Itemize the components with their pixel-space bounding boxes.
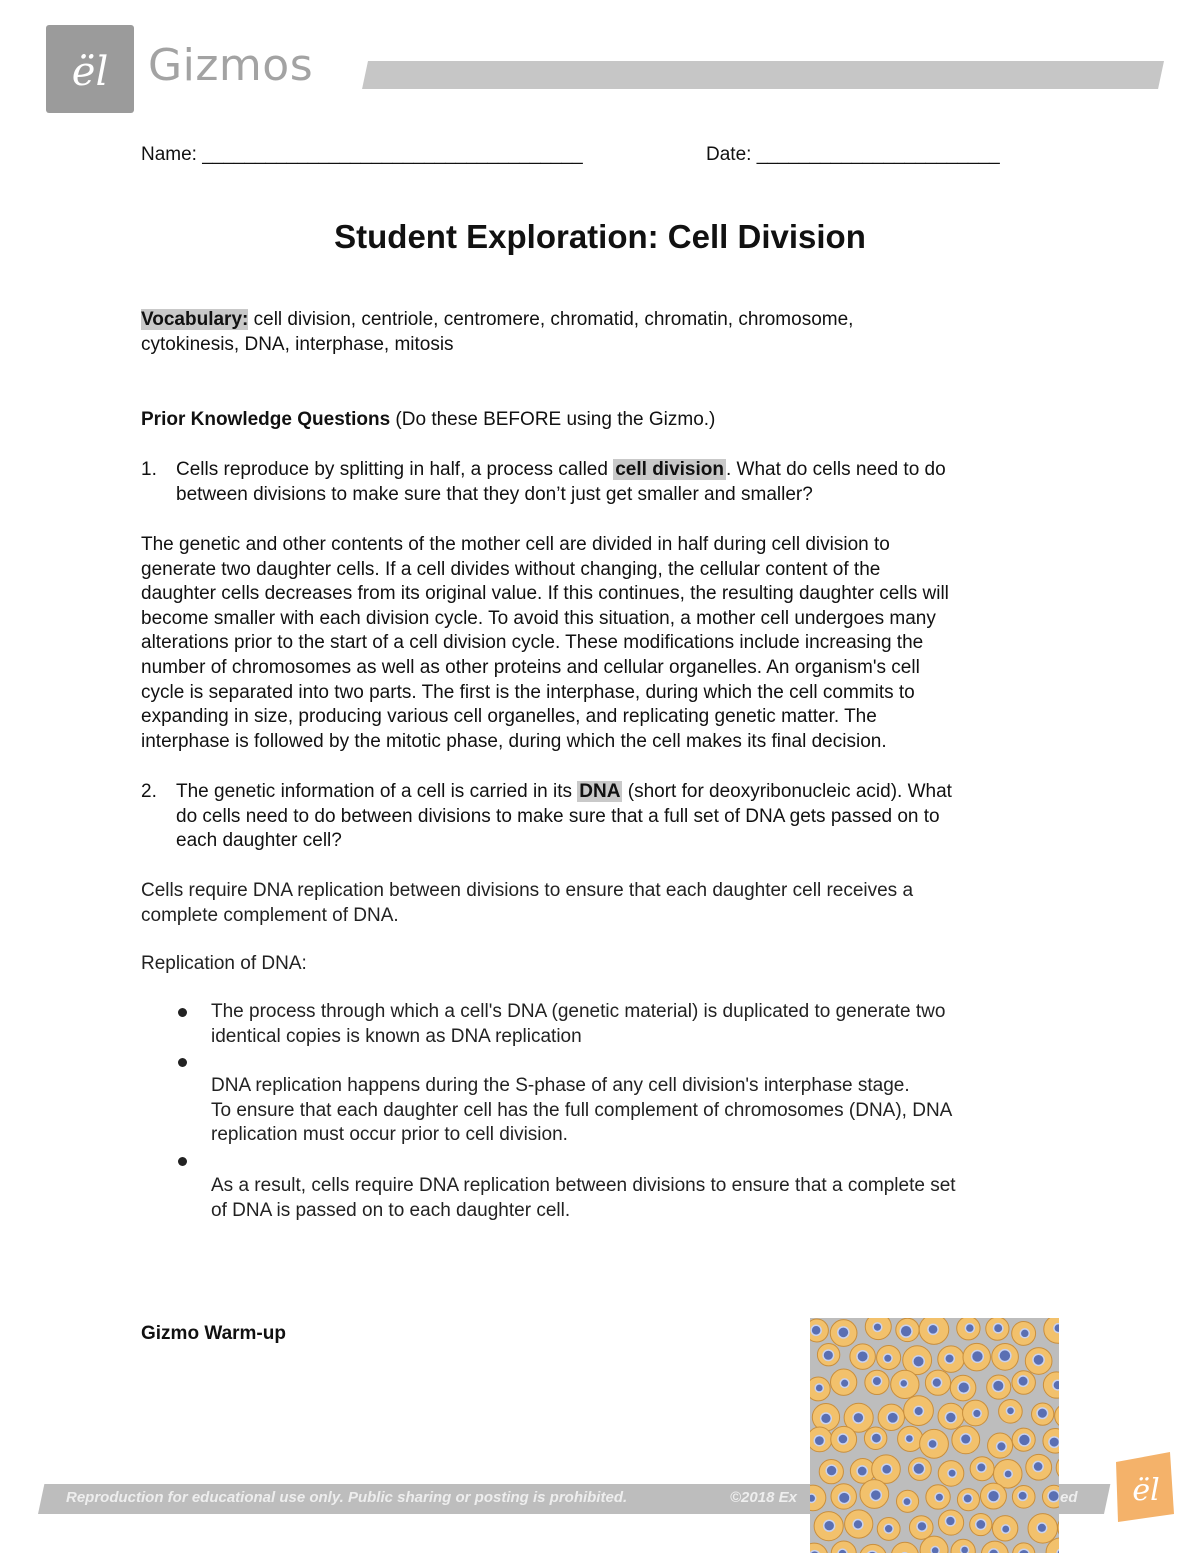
prior-knowledge-note: (Do these BEFORE using the Gizmo.)	[390, 409, 716, 430]
bullet-icon	[178, 1008, 187, 1017]
nucleus-icon	[945, 1412, 956, 1423]
nucleus-icon	[1033, 1354, 1044, 1365]
svg-text:ël: ël	[71, 49, 109, 95]
nucleus-icon	[811, 1325, 821, 1335]
nucleus-icon	[838, 1549, 847, 1553]
answer-2-line: Cells require DNA replication between divisions to ensure that each daughter cell receives a	[141, 880, 914, 901]
nucleus-icon	[958, 1382, 970, 1394]
vocabulary	[141, 308, 1071, 357]
nucleus-icon	[882, 1464, 892, 1474]
explorelearning-logo-icon	[46, 25, 134, 113]
replication-bullet-3	[211, 1174, 1071, 1223]
replication-bullet-1	[211, 1000, 1071, 1049]
cell-icon	[1055, 1404, 1059, 1428]
replication-bullet-2	[211, 1074, 1071, 1148]
nucleus-icon	[840, 1379, 849, 1388]
nucleus-icon	[826, 1465, 837, 1476]
nucleus-icon	[1004, 1470, 1012, 1478]
nucleus-icon	[993, 1323, 1002, 1332]
question-2	[176, 780, 1071, 854]
bullet-line: replication must occur prior to cell division.	[211, 1124, 568, 1146]
nucleus-icon	[1018, 1491, 1027, 1500]
nucleus-icon	[932, 1378, 942, 1388]
nucleus-icon	[823, 1350, 834, 1361]
header-decorative-bar	[362, 61, 1164, 89]
question-2-term: DNA	[579, 781, 621, 802]
bullet-icon	[178, 1058, 187, 1067]
answer-1-line: number of chromosomes as well as other proteins and cellular organelles. An organism's cell	[141, 656, 920, 678]
nucleus-icon	[960, 1434, 971, 1445]
date-blank: _______________________	[756, 144, 1000, 165]
answer-1[interactable]	[141, 533, 1071, 754]
date-field[interactable]	[706, 144, 1000, 166]
nucleus-icon	[871, 1433, 881, 1443]
nucleus-icon	[935, 1493, 944, 1502]
answer-1-line: The genetic and other contents of the mother cell are divided in half during cell division to	[141, 534, 890, 555]
nucleus-icon	[853, 1412, 864, 1423]
cell-icon	[891, 1542, 918, 1553]
answer-1-line: expanding in size, producing various cell organelles, and replicating genetic matter. The	[141, 706, 877, 728]
nucleus-icon	[905, 1434, 913, 1442]
nucleus-icon	[997, 1442, 1007, 1452]
question-1-term: cell division	[615, 459, 724, 480]
answer-2-line: complete complement of DNA.	[141, 904, 399, 926]
question-1-after: . What do cells need to do	[726, 459, 946, 480]
nucleus-icon	[931, 1547, 939, 1553]
nucleus-icon	[814, 1435, 824, 1445]
question-1-line2: between divisions to make sure that they don’t just get smaller and smaller?	[176, 483, 813, 505]
nucleus-icon	[1020, 1329, 1029, 1338]
bullet-line: identical copies is known as DNA replication	[211, 1025, 582, 1047]
nucleus-icon	[884, 1524, 893, 1533]
name-blank: ____________________________________	[202, 144, 583, 165]
prior-knowledge-heading	[141, 408, 1071, 433]
nucleus-icon	[1037, 1523, 1047, 1533]
nucleus-icon	[977, 1463, 986, 1472]
answer-1-line: generate two daughter cells. If a cell divides without changing, the cellular content of the	[141, 558, 881, 580]
nucleus-icon	[873, 1323, 882, 1332]
answer-2[interactable]	[141, 879, 1071, 928]
answer-1-line: cycle is separated into two parts. The first is the interphase, during which the cell commits to	[141, 681, 915, 703]
nucleus-icon	[884, 1354, 893, 1363]
cell-division-image	[810, 1318, 1059, 1553]
nucleus-icon	[1033, 1461, 1043, 1471]
nucleus-icon	[857, 1466, 867, 1476]
nucleus-icon	[1054, 1324, 1059, 1333]
question-2-number: 2.	[141, 781, 157, 802]
name-label: Name:	[141, 144, 197, 165]
nucleus-icon	[1018, 1434, 1030, 1446]
bullet-line: of DNA is passed on to each daughter cell.	[211, 1199, 571, 1221]
nucleus-icon	[917, 1521, 927, 1531]
nucleus-icon	[965, 1324, 974, 1333]
nucleus-icon	[838, 1327, 849, 1338]
page-title: Student Exploration: Cell Division	[334, 218, 866, 255]
nucleus-icon	[815, 1384, 823, 1392]
gizmos-logo	[46, 25, 134, 113]
nucleus-icon	[887, 1412, 898, 1423]
brand-name: Gizmos	[148, 40, 314, 91]
nucleus-icon	[1018, 1376, 1028, 1386]
nucleus-icon	[961, 1546, 969, 1553]
bullet-line: DNA replication happens during the S-phase of any cell division's interphase stage.	[211, 1075, 910, 1096]
nucleus-icon	[973, 1409, 982, 1418]
answer-1-line: daughter cells decreases from its original value. If this continues, the resulting daughter cells will	[141, 583, 949, 605]
nucleus-icon	[914, 1406, 924, 1416]
nucleus-icon	[946, 1516, 956, 1526]
question-2-line3: each daughter cell?	[176, 830, 342, 852]
question-2-line2: do cells need to do between divisions to make sure that a full set of DNA gets passed on to	[176, 805, 940, 827]
bullet-icon	[178, 1157, 187, 1166]
nucleus-icon	[1037, 1408, 1048, 1419]
date-label: Date:	[706, 144, 752, 165]
vocabulary-label: Vocabulary:	[141, 309, 249, 330]
question-2-before: The genetic information of a cell is carried in its	[176, 781, 578, 802]
question-1	[176, 458, 1071, 507]
nucleus-icon	[1053, 1380, 1059, 1390]
question-1-number: 1.	[141, 459, 157, 480]
nucleus-icon	[1019, 1549, 1030, 1553]
answer-1-line: interphase is followed by the mitotic phase, during which the cell makes its final decision.	[141, 730, 887, 752]
answer-1-line: alterations prior to the start of a cell division cycle. These modifications include increasing the	[141, 632, 924, 654]
nucleus-icon	[870, 1490, 881, 1501]
nucleus-icon	[903, 1498, 911, 1506]
nucleus-icon	[928, 1324, 938, 1334]
nucleus-icon	[872, 1376, 881, 1385]
name-field[interactable]	[141, 144, 583, 166]
nucleus-icon	[989, 1549, 999, 1553]
footer-copyright-end: ed	[1060, 1489, 1078, 1506]
vocabulary-terms-line1: cell division, centriole, centromere, chromatid, chromatin, chromosome,	[248, 309, 854, 330]
nucleus-icon	[945, 1354, 954, 1363]
nucleus-icon	[913, 1356, 924, 1367]
nucleus-icon	[853, 1519, 863, 1529]
replication-heading: Replication of DNA:	[141, 953, 307, 974]
nucleus-icon	[988, 1490, 1000, 1502]
nucleus-icon	[963, 1494, 972, 1503]
nucleus-icon	[824, 1520, 835, 1531]
nucleus-icon	[810, 1494, 816, 1502]
vocabulary-terms-line2: cytokinesis, DNA, interphase, mitosis	[141, 333, 454, 355]
cell-icon	[1056, 1454, 1059, 1481]
nucleus-icon	[976, 1519, 986, 1529]
nucleus-icon	[900, 1325, 912, 1337]
question-2-after: (short for deoxyribonucleic acid). What	[622, 781, 952, 802]
nucleus-icon	[900, 1379, 908, 1387]
svg-text:ël: ël	[1132, 1473, 1160, 1508]
nucleus-icon	[821, 1413, 832, 1424]
nucleus-icon	[1049, 1437, 1059, 1447]
bullet-line: To ensure that each daughter cell has the full complement of chromosomes (DNA), DNA	[211, 1099, 953, 1121]
nucleus-icon	[838, 1434, 848, 1444]
nucleus-icon	[1006, 1407, 1014, 1415]
prior-knowledge-title: Prior Knowledge Questions	[141, 409, 391, 430]
nucleus-icon	[913, 1463, 925, 1475]
nucleus-icon	[1002, 1525, 1010, 1533]
nucleus-icon	[993, 1380, 1005, 1392]
footer-notice: Reproduction for educational use only. Public sharing or posting is prohibited.	[66, 1489, 628, 1506]
footer-logo-icon	[1108, 1448, 1178, 1526]
nucleus-icon	[838, 1492, 849, 1503]
nucleus-icon	[972, 1351, 984, 1363]
nucleus-icon	[928, 1439, 937, 1448]
answer-1-line: become smaller with each division cycle. To avoid this situation, a mother cell undergoes many	[141, 607, 936, 629]
bullet-line: As a result, cells require DNA replication between divisions to ensure that a complete set	[211, 1175, 956, 1196]
footer-copyright: ©2018 Ex	[730, 1489, 797, 1506]
bullet-line: The process through which a cell's DNA (genetic material) is duplicated to generate two	[211, 1001, 946, 1022]
question-1-before: Cells reproduce by splitting in half, a process called	[176, 459, 614, 480]
nucleus-icon	[948, 1469, 956, 1477]
nucleus-icon	[1048, 1490, 1059, 1501]
nucleus-icon	[857, 1351, 868, 1362]
gizmo-warmup-heading: Gizmo Warm-up	[141, 1323, 286, 1344]
nucleus-icon	[999, 1350, 1011, 1362]
